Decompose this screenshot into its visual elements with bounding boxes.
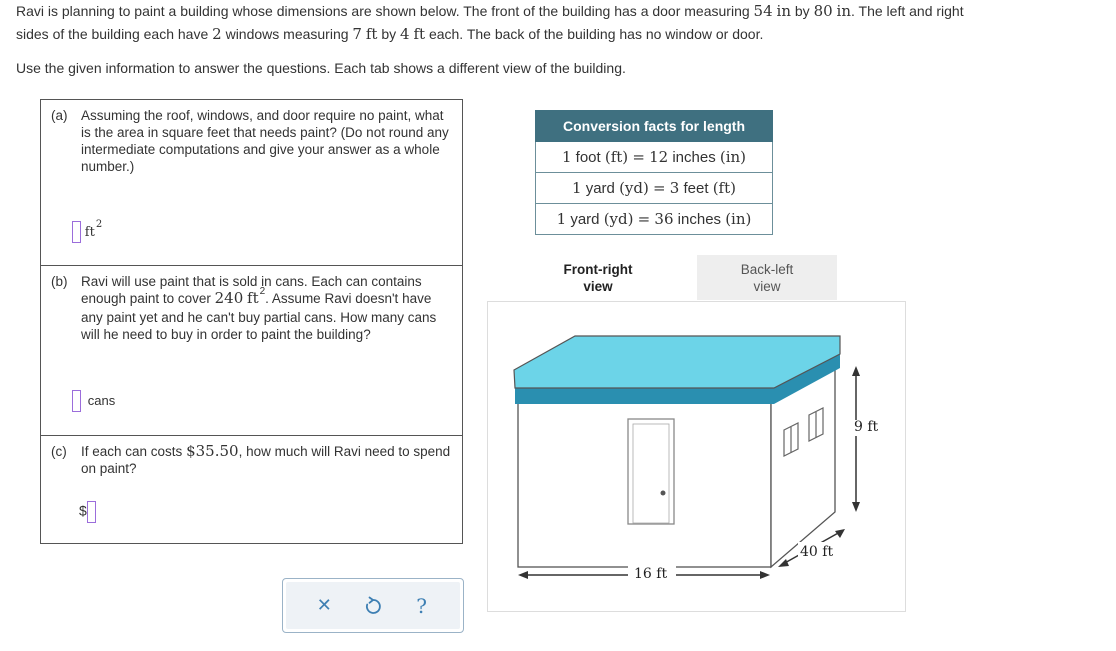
building-figure	[488, 302, 907, 613]
door-knob	[661, 491, 666, 496]
question-c	[41, 436, 462, 544]
depth-label: 40 ft	[800, 544, 834, 560]
width-label: 16 ft	[634, 566, 668, 582]
help-icon[interactable]: ?	[416, 593, 427, 618]
question-a-text: Assuming the roof, windows, and door require no paint, what is the area in square feet that needs paint? (Do not round any intermediate computations and give your answer as a whole number.)	[81, 108, 449, 174]
answer-b-unit: cans	[87, 392, 116, 408]
intro-line-2: sides of the building each have 2 windows measuring 7 ft by 4 ft each. The back of the building has no window or door.	[16, 25, 764, 43]
building-figure-panel	[487, 301, 906, 612]
door	[628, 419, 674, 524]
question-b	[41, 266, 462, 436]
questions-box	[40, 99, 463, 544]
answer-a-unit: $ft^2$	[84, 218, 103, 240]
roof-band	[515, 388, 774, 404]
instruction-text: Use the given information to answer the questions. Each tab shows a different view of the building.	[16, 60, 626, 76]
answer-a-input[interactable]	[72, 221, 81, 243]
conversion-row-2: 1 yard (yd) = 3 feet (ft)	[536, 173, 773, 204]
answer-toolbar	[282, 578, 464, 633]
question-b-label: (b)	[51, 274, 68, 289]
question-c-label: (c)	[51, 444, 67, 459]
answer-b-input[interactable]	[72, 390, 81, 412]
conversion-table-wrapper	[535, 110, 773, 235]
width-arrow-head-right	[760, 571, 770, 579]
intro-line-1: Ravi is planning to paint a building whose dimensions are shown below. The front of the building has a door measuring 54 in by 80 in. The left and right	[16, 2, 964, 20]
question-c-text: If each can costs $35.50, how much will Ravi need to spend on paint?	[81, 442, 451, 476]
problem-intro	[16, 0, 1106, 80]
close-icon[interactable]: ✕	[316, 595, 332, 615]
tab-front-right-view[interactable]: Front-right view	[563, 262, 633, 294]
conversion-row-3: 1 yard (yd) = 36 inches (in)	[536, 204, 773, 235]
answer-c-row	[79, 501, 96, 523]
tab-back-left-view[interactable]: Back-left view	[697, 255, 837, 300]
undo-icon[interactable]	[359, 592, 387, 620]
height-arrow-head-top	[852, 366, 860, 376]
answer-c-prefix: $	[79, 502, 87, 519]
question-a-label: (a)	[51, 108, 68, 123]
answer-b-row	[72, 390, 115, 412]
conversion-row-1: 1 foot (ft) = 12 inches (in)	[536, 142, 773, 173]
height-arrow-head-bottom	[852, 502, 860, 512]
question-b-text: Ravi will use paint that is sold in cans. Each can contains enough paint to cover 240 $ft^2$. Assume Ravi doesn't have any paint yet and he can't buy partial cans. How many cans will he need to buy in order to paint the building?	[81, 274, 437, 342]
conversion-table	[535, 110, 773, 235]
height-label: 9 ft	[854, 419, 879, 435]
answer-c-input[interactable]	[87, 501, 96, 523]
width-arrow-head-left	[518, 571, 528, 579]
conversion-title: Conversion facts for length	[536, 111, 773, 142]
answer-a-row	[72, 218, 103, 243]
question-a	[41, 100, 462, 266]
